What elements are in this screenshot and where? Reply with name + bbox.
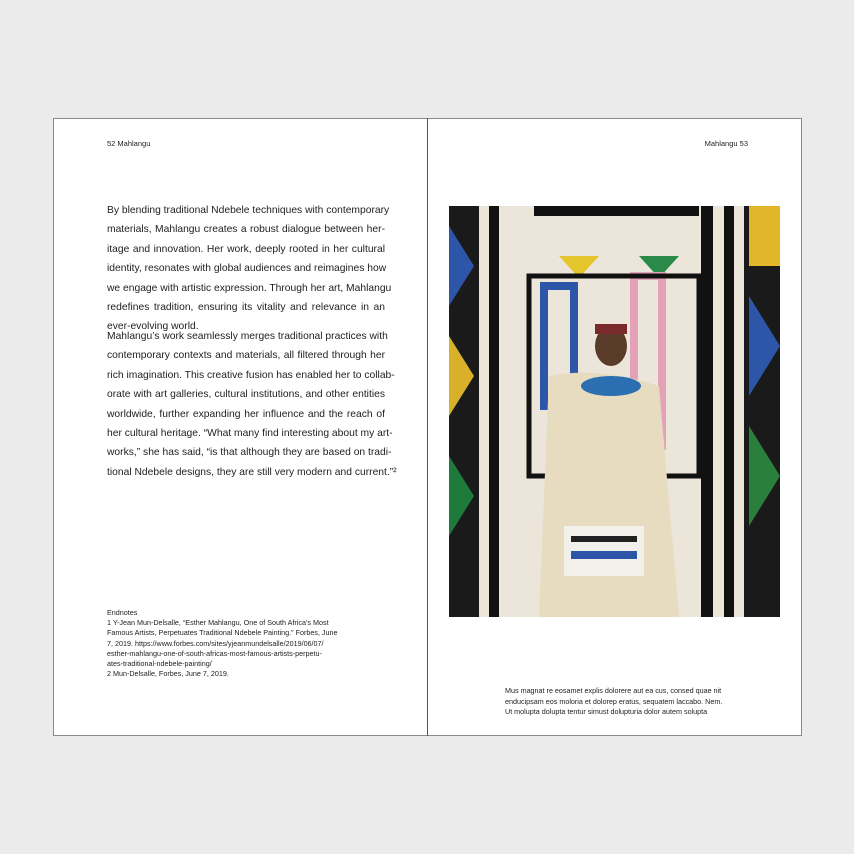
- paragraph-2: [107, 327, 397, 482]
- spine-divider: [427, 118, 428, 736]
- left-folio: 52 Mahlangu: [107, 139, 151, 148]
- text-line: itage and innovation. Her work, deeply rooted in her cultural: [107, 243, 385, 255]
- text-line: we engage with artistic expression. Through her art, Mahlangu: [107, 282, 392, 294]
- text-line: identity, resonates with global audiences and reimagines how: [107, 263, 387, 275]
- endnotes: [107, 608, 367, 679]
- photo-caption: [505, 686, 765, 718]
- text-line: redefines tradition, ensuring its vitality and relevance in an: [107, 302, 385, 314]
- endnote-line: esther-mahlangu-one-of-south-africas-most-famous-artists-perpetu-: [107, 648, 322, 658]
- text-line: works,” she has said, “is that although they are based on tradi-: [107, 447, 392, 459]
- endnote-line: 2 Mun-Delsalle, Forbes, June 7, 2019.: [107, 669, 229, 679]
- endnote-line: 7, 2019. https://www.forbes.com/sites/yjeanmundelsalle/2019/06/07/: [107, 638, 324, 648]
- endnotes-heading: Endnotes: [107, 608, 138, 617]
- text-line: contemporary contexts and materials, all filtered through her: [107, 350, 385, 362]
- text-line: materials, Mahlangu creates a robust dialogue between her-: [107, 224, 385, 236]
- text-line: worldwide, further expanding her influence and the reach of: [107, 408, 385, 420]
- caption-line: Mus magnat re eosamet explis dolorere aut ea cus, consed quae nit: [505, 686, 722, 695]
- paragraph-1: [107, 201, 392, 337]
- ndebele-mural-image: [449, 206, 780, 617]
- endnote-line: 1 Y-Jean Mun-Delsalle, “Esther Mahlangu, One of South Africa’s Most: [107, 618, 329, 628]
- text-line: By blending traditional Ndebele techniques with contemporary: [107, 205, 390, 216]
- portrait-photo: [449, 206, 780, 617]
- endnote-line: ates-traditional-ndebele-painting/: [107, 659, 212, 669]
- text-line: tional Ndebele designs, they are still very modern and current.”²: [107, 466, 397, 478]
- text-line: Mahlangu’s work seamlessly merges traditional practices with: [107, 331, 388, 342]
- text-line: ever-evolving world.: [107, 321, 199, 333]
- endnote-line: Famous Artists, Perpetuates Traditional Ndebele Painting.” Forbes, June: [107, 628, 338, 638]
- right-folio: Mahlangu 53: [704, 139, 748, 148]
- text-line: her cultural heritage. “What many find interesting about my art-: [107, 428, 393, 440]
- caption-line: Ut molupta dolupta tentur simust dolupturia dolor autem solupta: [505, 707, 708, 717]
- text-line: orate with art galleries, cultural institutions, and other entities: [107, 389, 385, 401]
- caption-line: enducipsam eos moloria et dolorep eratus, sequatem laccabo. Nem.: [505, 696, 723, 706]
- text-line: rich imagination. This creative fusion has enabled her to collab-: [107, 369, 395, 381]
